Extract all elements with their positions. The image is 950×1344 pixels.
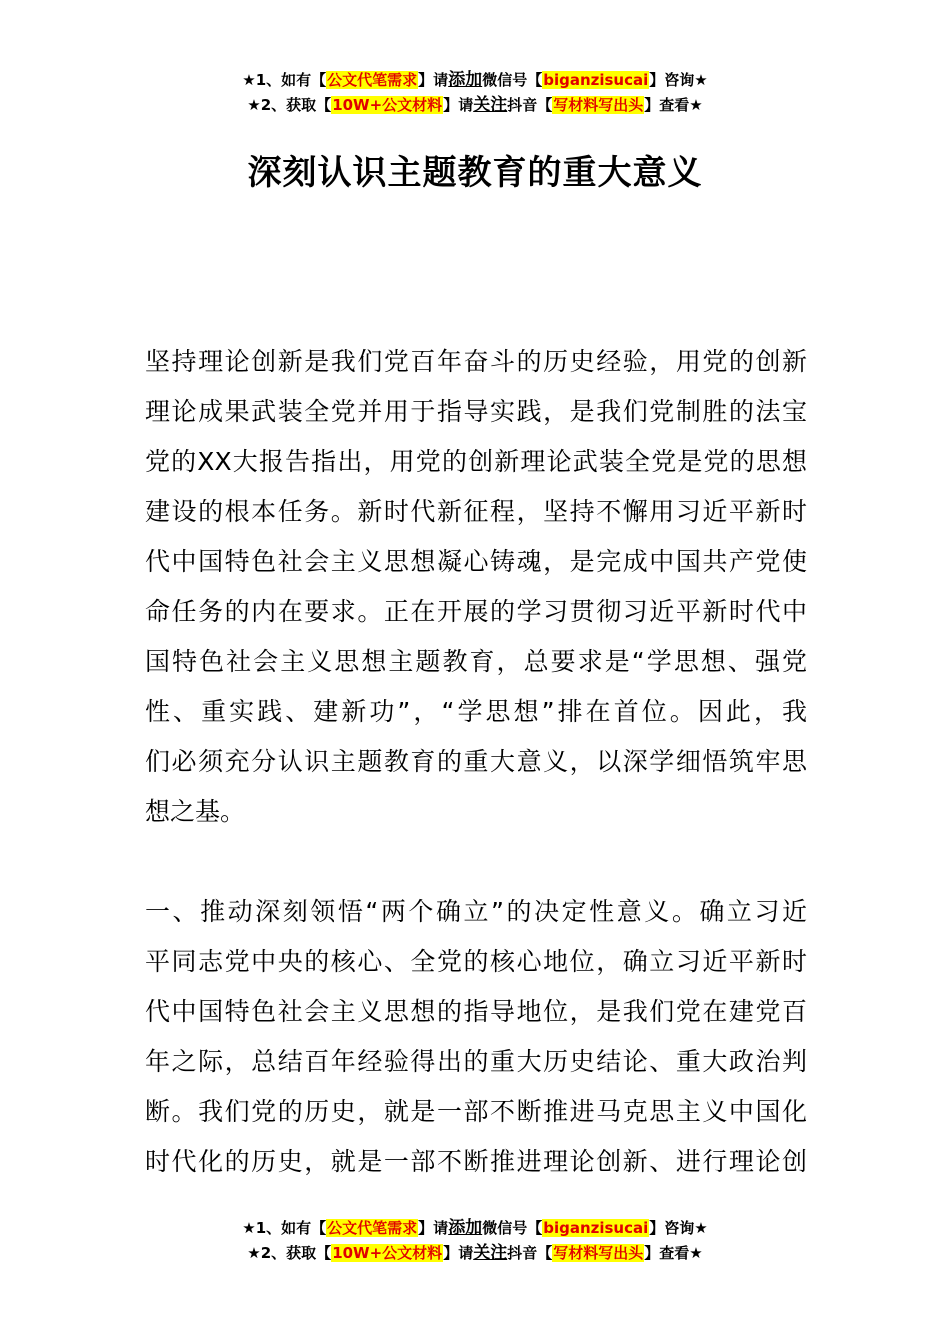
paragraph-line: 性、重实践、建新功”，“学思想”排在首位。因此，我	[145, 697, 807, 726]
banner-emphasis: 添加	[448, 1218, 483, 1238]
banner-text: ★2、获取【	[247, 1244, 332, 1262]
paragraph-line: 断。我们党的历史，就是一部不断推进马克思主义中国化	[145, 1097, 807, 1126]
banner-highlight: 写材料写出头	[553, 1244, 644, 1262]
banner-highlight: 公文代笔需求	[327, 1219, 418, 1237]
paragraph-line: 命任务的内在要求。正在开展的学习贯彻习近平新时代中	[145, 597, 807, 626]
banner-text: 微信号【	[482, 1219, 543, 1237]
paragraph-line: 建设的根本任务。新时代新征程，坚持不懈用习近平新时	[145, 497, 807, 526]
paragraph-line: 一、推动深刻领悟“两个确立”的决定性意义。确立习近	[145, 897, 807, 926]
banner-highlight: 10W+公文材料	[332, 1244, 443, 1262]
paragraph-section-1	[145, 887, 807, 1187]
paragraph-line: 国特色社会主义思想主题教育，总要求是“学思想、强党	[145, 647, 807, 676]
banner-text: 抖音【	[507, 1244, 553, 1262]
banner-line-2	[0, 1241, 950, 1266]
banner-highlight: 公文代笔需求	[327, 71, 418, 89]
paragraph-line: 时代化的历史，就是一部不断推进理论创新、进行理论创	[145, 1147, 807, 1176]
banner-highlight: biganzisucai	[543, 1219, 649, 1237]
banner-text: 】请	[418, 71, 449, 89]
banner-text: 微信号【	[482, 71, 543, 89]
document-title: 深刻认识主题教育的重大意义	[247, 153, 703, 193]
paragraph-line: 年之际，总结百年经验得出的重大历史结论、重大政治判	[145, 1047, 807, 1076]
paragraph-line: 平同志党中央的核心、全党的核心地位，确立习近平新时	[145, 947, 807, 976]
banner-text: 】查看★	[644, 1244, 703, 1262]
footer-banner	[0, 1216, 950, 1266]
banner-text: ★2、获取【	[247, 96, 332, 114]
paragraph-line: 们必须充分认识主题教育的重大意义，以深学细悟筑牢思	[145, 747, 807, 776]
banner-text: 】查看★	[644, 96, 703, 114]
banner-text: 】请	[443, 96, 474, 114]
banner-highlight: biganzisucai	[543, 71, 649, 89]
banner-line-2	[0, 93, 950, 118]
banner-text: 抖音【	[507, 96, 553, 114]
banner-text: ★1、如有【	[242, 1219, 327, 1237]
paragraph-line: 代中国特色社会主义思想凝心铸魂，是完成中国共产党使	[145, 547, 807, 576]
paragraph-line: 代中国特色社会主义思想的指导地位，是我们党在建党百	[145, 997, 807, 1026]
banner-line-1	[0, 1216, 950, 1241]
banner-text: 】请	[443, 1244, 474, 1262]
banner-highlight: 写材料写出头	[553, 96, 644, 114]
paragraph-line: 想之基。	[145, 797, 246, 826]
paragraph-line: 坚持理论创新是我们党百年奋斗的历史经验，用党的创新	[145, 347, 807, 376]
banner-line-1	[0, 68, 950, 93]
banner-text: 】咨询★	[649, 1219, 708, 1237]
paragraph-intro	[145, 337, 807, 837]
paragraph-line: 理论成果武装全党并用于指导实践，是我们党制胜的法宝	[145, 397, 807, 426]
banner-text: ★1、如有【	[242, 71, 327, 89]
banner-highlight: 10W+公文材料	[332, 96, 443, 114]
paragraph-line: 党的XX大报告指出，用党的创新理论武装全党是党的思想	[145, 447, 807, 476]
banner-text: 】咨询★	[649, 71, 708, 89]
banner-emphasis: 关注	[473, 95, 508, 115]
banner-emphasis: 添加	[448, 70, 483, 90]
banner-text: 】请	[418, 1219, 449, 1237]
header-banner	[0, 68, 950, 118]
banner-emphasis: 关注	[473, 1243, 508, 1263]
